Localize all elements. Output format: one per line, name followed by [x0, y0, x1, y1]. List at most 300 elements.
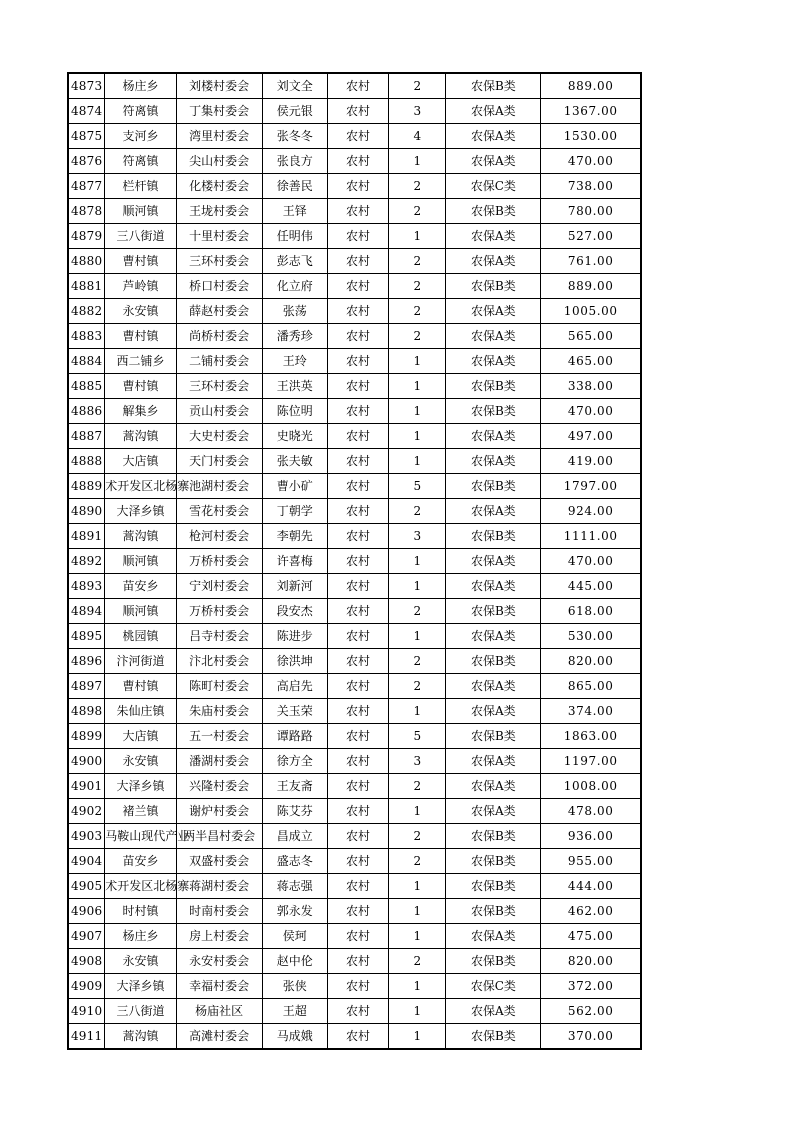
cell-amount: 370.00 [541, 1024, 641, 1050]
cell-amount: 889.00 [541, 274, 641, 299]
cell-category: 农保A类 [446, 574, 541, 599]
cell-name: 张侠 [262, 974, 327, 999]
cell-area: 农村 [327, 674, 388, 699]
cell-area: 农村 [327, 999, 388, 1024]
cell-name: 许喜梅 [262, 549, 327, 574]
cell-category: 农保C类 [446, 174, 541, 199]
cell-category: 农保A类 [446, 424, 541, 449]
cell-id: 4874 [68, 99, 105, 124]
cell-village: 宁刘村委会 [176, 574, 262, 599]
cell-area: 农村 [327, 699, 388, 724]
cell-area: 农村 [327, 99, 388, 124]
cell-area: 农村 [327, 624, 388, 649]
cell-category: 农保B类 [446, 824, 541, 849]
cell-name: 陈艾芬 [262, 799, 327, 824]
cell-count: 1 [389, 549, 446, 574]
table-body [68, 73, 641, 1049]
cell-name: 盛志冬 [262, 849, 327, 874]
cell-amount: 338.00 [541, 374, 641, 399]
cell-category: 农保A类 [446, 999, 541, 1024]
cell-name: 徐善民 [262, 174, 327, 199]
cell-id: 4887 [68, 424, 105, 449]
table-row [68, 674, 641, 699]
cell-town: 曹村镇 [105, 374, 176, 399]
cell-town: 三八街道 [105, 999, 176, 1024]
cell-village: 蒋湖村委会 [176, 874, 262, 899]
cell-count: 1 [389, 349, 446, 374]
cell-id: 4875 [68, 124, 105, 149]
cell-id: 4895 [68, 624, 105, 649]
cell-village: 三环村委会 [176, 374, 262, 399]
table-row [68, 274, 641, 299]
cell-village: 池湖村委会 [176, 474, 262, 499]
cell-area: 农村 [327, 349, 388, 374]
cell-count: 2 [389, 824, 446, 849]
cell-name: 曹小矿 [262, 474, 327, 499]
cell-name: 刘新河 [262, 574, 327, 599]
cell-category: 农保B类 [446, 649, 541, 674]
cell-id: 4910 [68, 999, 105, 1024]
cell-category: 农保A类 [446, 224, 541, 249]
cell-town: 汴河街道 [105, 649, 176, 674]
cell-village: 朱庙村委会 [176, 699, 262, 724]
cell-town: 顺河镇 [105, 549, 176, 574]
cell-category: 农保A类 [446, 549, 541, 574]
table-row [68, 474, 641, 499]
cell-town: 顺河镇 [105, 599, 176, 624]
cell-amount: 530.00 [541, 624, 641, 649]
cell-town: 马鞍山现代产业 [105, 824, 176, 849]
cell-amount: 820.00 [541, 649, 641, 674]
cell-amount: 1863.00 [541, 724, 641, 749]
cell-amount: 465.00 [541, 349, 641, 374]
cell-village: 五一村委会 [176, 724, 262, 749]
cell-amount: 478.00 [541, 799, 641, 824]
cell-category: 农保A类 [446, 99, 541, 124]
cell-id: 4888 [68, 449, 105, 474]
cell-name: 张荡 [262, 299, 327, 324]
cell-id: 4905 [68, 874, 105, 899]
cell-category: 农保B类 [446, 874, 541, 899]
cell-count: 4 [389, 124, 446, 149]
cell-id: 4907 [68, 924, 105, 949]
cell-area: 农村 [327, 149, 388, 174]
cell-village: 双盛村委会 [176, 849, 262, 874]
cell-id: 4896 [68, 649, 105, 674]
cell-count: 1 [389, 624, 446, 649]
cell-amount: 470.00 [541, 399, 641, 424]
cell-village: 两半昌村委会 [176, 824, 262, 849]
cell-id: 4909 [68, 974, 105, 999]
cell-category: 农保A类 [446, 349, 541, 374]
cell-amount: 1111.00 [541, 524, 641, 549]
cell-town: 蒿沟镇 [105, 424, 176, 449]
cell-id: 4904 [68, 849, 105, 874]
cell-count: 1 [389, 999, 446, 1024]
cell-village: 房上村委会 [176, 924, 262, 949]
cell-village: 丁集村委会 [176, 99, 262, 124]
cell-id: 4900 [68, 749, 105, 774]
cell-category: 农保B类 [446, 724, 541, 749]
table-row [68, 449, 641, 474]
cell-id: 4891 [68, 524, 105, 549]
table-row [68, 774, 641, 799]
cell-count: 3 [389, 99, 446, 124]
cell-village: 永安村委会 [176, 949, 262, 974]
cell-id: 4877 [68, 174, 105, 199]
cell-count: 2 [389, 199, 446, 224]
cell-area: 农村 [327, 124, 388, 149]
cell-name: 蒋志强 [262, 874, 327, 899]
table-row [68, 899, 641, 924]
cell-count: 2 [389, 949, 446, 974]
cell-area: 农村 [327, 199, 388, 224]
cell-village: 大史村委会 [176, 424, 262, 449]
cell-category: 农保B类 [446, 1024, 541, 1050]
cell-category: 农保B类 [446, 274, 541, 299]
cell-town: 大泽乡镇 [105, 499, 176, 524]
cell-village: 万桥村委会 [176, 599, 262, 624]
cell-town: 桃园镇 [105, 624, 176, 649]
cell-town: 曹村镇 [105, 324, 176, 349]
cell-village: 贡山村委会 [176, 399, 262, 424]
cell-amount: 936.00 [541, 824, 641, 849]
cell-count: 2 [389, 73, 446, 99]
cell-id: 4879 [68, 224, 105, 249]
cell-village: 尖山村委会 [176, 149, 262, 174]
cell-amount: 618.00 [541, 599, 641, 624]
cell-town: 大店镇 [105, 449, 176, 474]
records-table [67, 72, 642, 1050]
cell-amount: 565.00 [541, 324, 641, 349]
cell-area: 农村 [327, 949, 388, 974]
cell-amount: 462.00 [541, 899, 641, 924]
cell-amount: 1530.00 [541, 124, 641, 149]
cell-area: 农村 [327, 224, 388, 249]
table-row [68, 149, 641, 174]
cell-category: 农保B类 [446, 949, 541, 974]
table-row [68, 124, 641, 149]
table-row [68, 799, 641, 824]
cell-name: 史晓光 [262, 424, 327, 449]
cell-name: 王友斋 [262, 774, 327, 799]
cell-count: 1 [389, 374, 446, 399]
cell-village: 二铺村委会 [176, 349, 262, 374]
table-row [68, 224, 641, 249]
cell-area: 农村 [327, 899, 388, 924]
cell-count: 2 [389, 599, 446, 624]
cell-amount: 497.00 [541, 424, 641, 449]
cell-town: 永安镇 [105, 299, 176, 324]
table-row [68, 649, 641, 674]
cell-area: 农村 [327, 499, 388, 524]
cell-count: 1 [389, 924, 446, 949]
cell-name: 谭路路 [262, 724, 327, 749]
cell-town: 顺河镇 [105, 199, 176, 224]
cell-id: 4911 [68, 1024, 105, 1050]
cell-category: 农保B类 [446, 399, 541, 424]
cell-name: 侯珂 [262, 924, 327, 949]
cell-area: 农村 [327, 1024, 388, 1050]
cell-village: 天门村委会 [176, 449, 262, 474]
cell-name: 徐方全 [262, 749, 327, 774]
cell-id: 4892 [68, 549, 105, 574]
cell-amount: 761.00 [541, 249, 641, 274]
cell-town: 支河乡 [105, 124, 176, 149]
cell-category: 农保A类 [446, 149, 541, 174]
cell-name: 王玲 [262, 349, 327, 374]
cell-town: 蒿沟镇 [105, 1024, 176, 1050]
cell-count: 1 [389, 399, 446, 424]
cell-name: 陈进步 [262, 624, 327, 649]
cell-count: 5 [389, 724, 446, 749]
cell-count: 2 [389, 649, 446, 674]
cell-area: 农村 [327, 549, 388, 574]
cell-id: 4890 [68, 499, 105, 524]
cell-id: 4882 [68, 299, 105, 324]
cell-area: 农村 [327, 474, 388, 499]
cell-area: 农村 [327, 399, 388, 424]
cell-town: 杨庄乡 [105, 73, 176, 99]
cell-amount: 562.00 [541, 999, 641, 1024]
cell-village: 枪河村委会 [176, 524, 262, 549]
cell-amount: 527.00 [541, 224, 641, 249]
cell-category: 农保C类 [446, 974, 541, 999]
cell-id: 4883 [68, 324, 105, 349]
cell-count: 2 [389, 774, 446, 799]
cell-amount: 1005.00 [541, 299, 641, 324]
cell-name: 侯元银 [262, 99, 327, 124]
cell-town: 符离镇 [105, 99, 176, 124]
cell-village: 万桥村委会 [176, 549, 262, 574]
cell-area: 农村 [327, 924, 388, 949]
cell-count: 3 [389, 524, 446, 549]
cell-town: 符离镇 [105, 149, 176, 174]
cell-count: 2 [389, 849, 446, 874]
cell-name: 张良方 [262, 149, 327, 174]
cell-category: 农保A类 [446, 124, 541, 149]
cell-town: 曹村镇 [105, 674, 176, 699]
cell-area: 农村 [327, 974, 388, 999]
cell-count: 2 [389, 249, 446, 274]
cell-amount: 955.00 [541, 849, 641, 874]
cell-category: 农保A类 [446, 449, 541, 474]
cell-town: 解集乡 [105, 399, 176, 424]
cell-village: 高滩村委会 [176, 1024, 262, 1050]
cell-category: 农保A类 [446, 774, 541, 799]
cell-name: 化立府 [262, 274, 327, 299]
cell-area: 农村 [327, 174, 388, 199]
cell-village: 湾里村委会 [176, 124, 262, 149]
cell-count: 1 [389, 449, 446, 474]
cell-area: 农村 [327, 774, 388, 799]
cell-category: 农保A类 [446, 674, 541, 699]
cell-id: 4873 [68, 73, 105, 99]
cell-town: 曹村镇 [105, 249, 176, 274]
table-row [68, 724, 641, 749]
cell-name: 段安杰 [262, 599, 327, 624]
cell-name: 陈位明 [262, 399, 327, 424]
cell-area: 农村 [327, 799, 388, 824]
cell-area: 农村 [327, 299, 388, 324]
cell-village: 十里村委会 [176, 224, 262, 249]
cell-category: 农保B类 [446, 524, 541, 549]
cell-area: 农村 [327, 724, 388, 749]
cell-area: 农村 [327, 424, 388, 449]
cell-village: 桥口村委会 [176, 274, 262, 299]
table-row [68, 624, 641, 649]
cell-area: 农村 [327, 849, 388, 874]
cell-town: 术开发区北杨寨 [105, 474, 176, 499]
cell-id: 4906 [68, 899, 105, 924]
cell-town: 大泽乡镇 [105, 774, 176, 799]
cell-village: 幸福村委会 [176, 974, 262, 999]
cell-category: 农保B类 [446, 474, 541, 499]
cell-amount: 419.00 [541, 449, 641, 474]
table-row [68, 974, 641, 999]
cell-name: 丁朝学 [262, 499, 327, 524]
cell-category: 农保A类 [446, 499, 541, 524]
cell-village: 吕寺村委会 [176, 624, 262, 649]
table-row [68, 849, 641, 874]
cell-village: 三环村委会 [176, 249, 262, 274]
cell-town: 术开发区北杨寨 [105, 874, 176, 899]
cell-village: 薛赵村委会 [176, 299, 262, 324]
cell-town: 杨庄乡 [105, 924, 176, 949]
cell-town: 褚兰镇 [105, 799, 176, 824]
table-row [68, 199, 641, 224]
cell-count: 2 [389, 499, 446, 524]
cell-town: 蒿沟镇 [105, 524, 176, 549]
cell-category: 农保B类 [446, 899, 541, 924]
cell-town: 大店镇 [105, 724, 176, 749]
cell-village: 时南村委会 [176, 899, 262, 924]
cell-village: 潘湖村委会 [176, 749, 262, 774]
cell-amount: 470.00 [541, 549, 641, 574]
cell-area: 农村 [327, 324, 388, 349]
cell-category: 农保B类 [446, 374, 541, 399]
cell-count: 2 [389, 174, 446, 199]
cell-name: 任明伟 [262, 224, 327, 249]
cell-id: 4876 [68, 149, 105, 174]
cell-count: 2 [389, 674, 446, 699]
cell-id: 4897 [68, 674, 105, 699]
cell-area: 农村 [327, 249, 388, 274]
cell-category: 农保A类 [446, 799, 541, 824]
cell-area: 农村 [327, 874, 388, 899]
cell-count: 1 [389, 699, 446, 724]
table-row [68, 999, 641, 1024]
cell-amount: 889.00 [541, 73, 641, 99]
cell-village: 尚桥村委会 [176, 324, 262, 349]
cell-count: 1 [389, 424, 446, 449]
cell-name: 高启先 [262, 674, 327, 699]
cell-amount: 372.00 [541, 974, 641, 999]
table-row [68, 399, 641, 424]
cell-category: 农保B类 [446, 73, 541, 99]
cell-count: 1 [389, 899, 446, 924]
cell-name: 昌成立 [262, 824, 327, 849]
cell-amount: 475.00 [541, 924, 641, 949]
cell-name: 徐洪坤 [262, 649, 327, 674]
cell-name: 王超 [262, 999, 327, 1024]
cell-town: 永安镇 [105, 749, 176, 774]
cell-count: 5 [389, 474, 446, 499]
table-row [68, 99, 641, 124]
cell-id: 4878 [68, 199, 105, 224]
cell-name: 李朝先 [262, 524, 327, 549]
cell-category: 农保A类 [446, 699, 541, 724]
cell-count: 2 [389, 324, 446, 349]
table-row [68, 524, 641, 549]
cell-area: 农村 [327, 824, 388, 849]
cell-amount: 924.00 [541, 499, 641, 524]
cell-id: 4894 [68, 599, 105, 624]
cell-id: 4902 [68, 799, 105, 824]
cell-village: 陈町村委会 [176, 674, 262, 699]
cell-count: 2 [389, 299, 446, 324]
cell-name: 郭永发 [262, 899, 327, 924]
table-row [68, 424, 641, 449]
cell-area: 农村 [327, 749, 388, 774]
cell-amount: 865.00 [541, 674, 641, 699]
cell-category: 农保A类 [446, 299, 541, 324]
cell-id: 4908 [68, 949, 105, 974]
cell-area: 农村 [327, 374, 388, 399]
cell-amount: 1367.00 [541, 99, 641, 124]
cell-id: 4881 [68, 274, 105, 299]
cell-count: 1 [389, 799, 446, 824]
cell-village: 兴隆村委会 [176, 774, 262, 799]
cell-name: 刘文全 [262, 73, 327, 99]
cell-count: 1 [389, 1024, 446, 1050]
cell-name: 彭志飞 [262, 249, 327, 274]
table-row [68, 949, 641, 974]
cell-village: 雪花村委会 [176, 499, 262, 524]
cell-count: 1 [389, 974, 446, 999]
cell-town: 苗安乡 [105, 574, 176, 599]
cell-name: 马成娥 [262, 1024, 327, 1050]
cell-amount: 1008.00 [541, 774, 641, 799]
table-row [68, 349, 641, 374]
table-row [68, 549, 641, 574]
cell-area: 农村 [327, 574, 388, 599]
table-row [68, 374, 641, 399]
table-row [68, 699, 641, 724]
cell-id: 4901 [68, 774, 105, 799]
cell-id: 4880 [68, 249, 105, 274]
cell-amount: 374.00 [541, 699, 641, 724]
cell-area: 农村 [327, 599, 388, 624]
cell-village: 汴北村委会 [176, 649, 262, 674]
cell-id: 4898 [68, 699, 105, 724]
cell-amount: 780.00 [541, 199, 641, 224]
cell-category: 农保B类 [446, 599, 541, 624]
cell-town: 大泽乡镇 [105, 974, 176, 999]
table-row [68, 1024, 641, 1050]
cell-amount: 445.00 [541, 574, 641, 599]
cell-town: 苗安乡 [105, 849, 176, 874]
cell-count: 1 [389, 224, 446, 249]
table-row [68, 249, 641, 274]
cell-town: 时村镇 [105, 899, 176, 924]
cell-area: 农村 [327, 649, 388, 674]
cell-category: 农保A类 [446, 249, 541, 274]
table-row [68, 874, 641, 899]
cell-name: 王铎 [262, 199, 327, 224]
table-row [68, 73, 641, 99]
cell-village: 谢炉村委会 [176, 799, 262, 824]
